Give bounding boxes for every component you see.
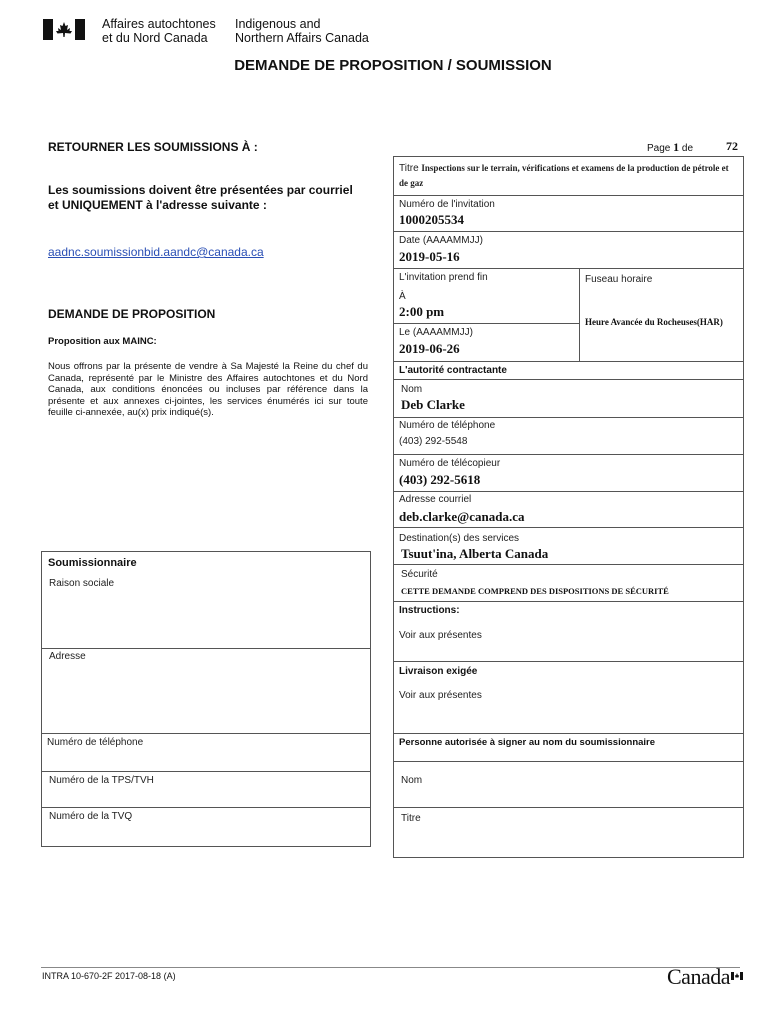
form-code: INTRA 10-670-2F 2017-08-18 (A) — [42, 971, 176, 981]
contact-fax-label: Numéro de télécopieur — [399, 458, 501, 469]
contact-email-label: Adresse courriel — [399, 494, 472, 505]
page-number: Page 1 de — [647, 140, 694, 154]
security-value: CETTE DEMANDE COMPREND DES DISPOSITIONS DE SÉCURITÉ — [401, 586, 669, 596]
contact-phone: (403) 292-5548 — [399, 436, 468, 447]
timezone-label: Fuseau horaire — [585, 274, 653, 285]
closing-date: 2019-06-26 — [399, 341, 460, 356]
wordmark-flag-icon — [731, 967, 743, 975]
qst-number-field[interactable] — [42, 824, 370, 846]
offer-text: Nous offrons par la présente de vendre à Sa Majesté la Reine du chef du Canada, représenté par le Ministre des Affaires autochtones et du Nord Canada, aux conditions énoncées ou incluses par référence dans la présente et aux annexes ci-jointes, les services énumérés ici sur toute feuille ci-annexée, au(x) prix indiqué(s). — [48, 361, 368, 418]
contact-name-label: Nom — [401, 384, 423, 395]
contact-phone-label: Numéro de téléphone — [399, 420, 496, 431]
company-name-field[interactable] — [42, 592, 370, 648]
qst-number-label: Numéro de la TVQ — [49, 811, 133, 822]
dept-name-en: Indigenous and Northern Affairs Canada — [235, 17, 369, 45]
contact-fax: (403) 292-5618 — [399, 472, 481, 487]
contact-name: Deb Clarke — [401, 397, 465, 412]
closing-date-label: Le (AAAAMMJJ) — [399, 327, 473, 338]
submission-instructions: Les soumissions doivent être présentées par courriel et UNIQUEMENT à l'adresse suivante : — [48, 183, 353, 212]
gst-number-label: Numéro de la TPS/TVH — [49, 775, 154, 786]
signatory-title-field[interactable] — [394, 826, 743, 856]
company-name-label: Raison sociale — [49, 578, 115, 589]
delivery-value: Voir aux présentes — [399, 690, 482, 701]
signatory-heading: Personne autorisée à signer au nom du soumissionnaire — [399, 737, 656, 748]
signatory-name-field[interactable] — [394, 788, 743, 806]
page-total: 72 — [726, 139, 738, 153]
address-label: Adresse — [49, 651, 86, 662]
invitation-number: 1000205534 — [399, 212, 464, 227]
closing-at-label: À — [399, 291, 406, 302]
invitation-number-label: Numéro de l'invitation — [399, 199, 495, 210]
page-title: DEMANDE DE PROPOSITION / SOUMISSION — [234, 57, 552, 74]
timezone-value: Heure Avancée du Rocheuses(HAR) — [585, 317, 723, 327]
address-field[interactable] — [42, 664, 370, 732]
closing-label: L'invitation prend fin — [399, 272, 488, 283]
destination-label: Destination(s) des services — [399, 533, 520, 544]
instructions-label: Instructions: — [399, 605, 460, 616]
bidder-heading: Soumissionnaire — [48, 557, 137, 569]
canada-flag-icon — [43, 19, 85, 40]
submission-email-link[interactable]: aadnc.soumissionbid.aandc@canada.ca — [48, 245, 264, 259]
contracting-authority-heading: L'autorité contractante — [399, 365, 507, 376]
rfp-heading: DEMANDE DE PROPOSITION — [48, 307, 216, 321]
gst-number-field[interactable] — [42, 788, 370, 806]
destination-value: Tsuut'ina, Alberta Canada — [401, 546, 549, 561]
footer-divider — [41, 967, 740, 968]
canada-wordmark: Canada — [667, 964, 730, 989]
closing-time: 2:00 pm — [399, 304, 445, 319]
contact-email: deb.clarke@canada.ca — [399, 509, 525, 524]
bidder-phone-field[interactable] — [42, 750, 370, 770]
proposal-to: Proposition aux MAINC: — [48, 336, 157, 347]
signatory-name-label: Nom — [401, 775, 423, 786]
bidder-phone-label: Numéro de téléphone — [47, 737, 144, 748]
date-value: 2019-05-16 — [399, 249, 460, 264]
return-heading: RETOURNER LES SOUMISSIONS À : — [48, 140, 258, 154]
instructions-value: Voir aux présentes — [399, 630, 482, 641]
dept-name-fr: Affaires autochtones et du Nord Canada — [102, 17, 216, 45]
security-label: Sécurité — [401, 569, 438, 580]
delivery-label: Livraison exigée — [399, 666, 478, 677]
solicitation-title: Titre Inspections sur le terrain, vérifications et examens de la production de pétrole et de gaz — [399, 163, 729, 188]
date-label: Date (AAAAMMJJ) — [399, 235, 483, 246]
signatory-title-label: Titre — [401, 813, 421, 824]
